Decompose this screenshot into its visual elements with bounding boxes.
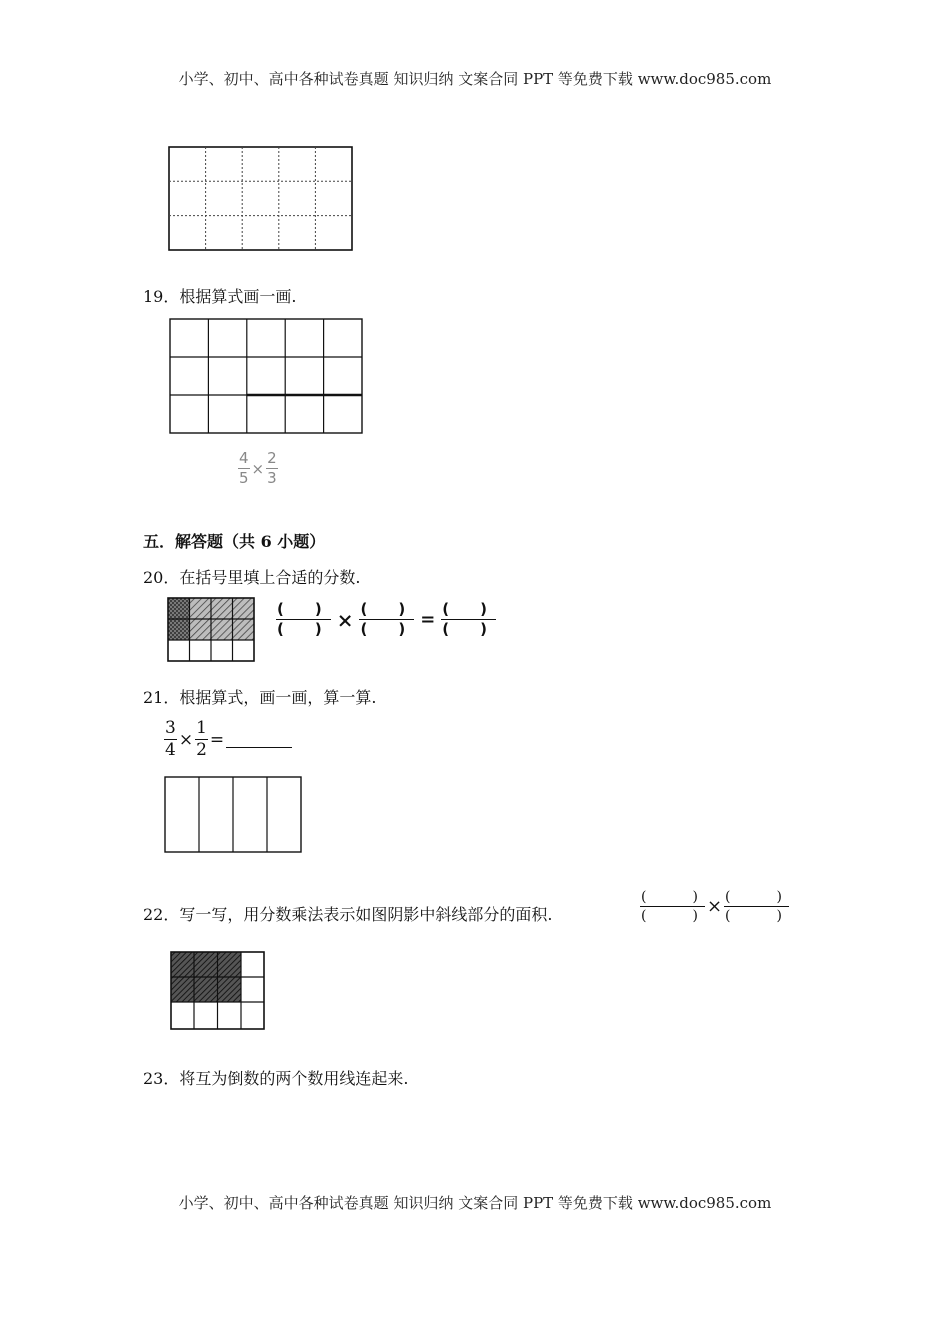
fraction-2-3 [266, 451, 278, 486]
numerator-blank: ( ) [442, 600, 496, 618]
question-21-expression [164, 720, 292, 759]
fraction-1-2 [195, 720, 208, 759]
numerator: 1 [196, 718, 207, 738]
numerator-blank: ( ) [360, 600, 414, 618]
denominator: 3 [267, 469, 277, 487]
answer-fraction-1 [640, 890, 705, 923]
question-22-text: 22．写一写，用分数乘法表示如图阴影中斜线部分的面积. [143, 905, 553, 924]
equals-sign: = [209, 729, 225, 750]
fraction-3-4 [164, 720, 177, 759]
answer-fraction-3 [441, 602, 496, 637]
numerator: 4 [239, 449, 249, 467]
question-23-text: 23．将互为倒数的两个数用线连起来. [143, 1069, 409, 1088]
times-sign: × [251, 459, 265, 478]
answer-fraction-2 [724, 890, 789, 923]
numerator-blank: ( ) [277, 600, 330, 618]
question-19-expression [238, 451, 278, 486]
denominator: 5 [239, 469, 249, 487]
equals-sign: = [420, 609, 436, 630]
question-21-rectangle [164, 776, 303, 854]
denominator-blank: ( ) [277, 620, 330, 638]
denominator: 2 [196, 740, 207, 760]
numerator-blank: ( ) [641, 889, 704, 905]
question-20-answer [276, 602, 496, 637]
denominator-blank: ( ) [641, 908, 704, 924]
question-19-text: 19．根据算式画一画. [143, 287, 297, 306]
question-21-text: 21．根据算式，画一画，算一算. [143, 688, 377, 707]
denominator-blank: ( ) [360, 620, 414, 638]
answer-blank[interactable] [226, 746, 292, 748]
dotted-grid-figure [168, 146, 354, 252]
question-20-grid [167, 597, 255, 663]
times-sign: × [178, 729, 194, 750]
denominator-blank: ( ) [725, 908, 788, 924]
numerator-blank: ( ) [725, 889, 788, 905]
denominator: 4 [165, 740, 176, 760]
question-22-grid [170, 951, 266, 1031]
question-22-answer [640, 890, 789, 923]
numerator: 3 [165, 718, 176, 738]
answer-fraction-2 [359, 602, 414, 637]
denominator-blank: ( ) [442, 620, 496, 638]
times-sign: × [336, 607, 354, 632]
numerator: 2 [267, 449, 277, 467]
page-header: 小学、初中、高中各种试卷真题 知识归纳 文案合同 PPT 等免费下载 www.doc985.com [178, 70, 772, 88]
page-footer: 小学、初中、高中各种试卷真题 知识归纳 文案合同 PPT 等免费下载 www.doc985.com [178, 1194, 772, 1212]
fraction-4-5 [238, 451, 250, 486]
section-5-title: 五．解答题（共 6 小题） [143, 532, 326, 551]
question-19-grid [169, 318, 364, 435]
question-20-text: 20．在括号里填上合适的分数. [143, 568, 361, 587]
answer-fraction-1 [276, 602, 331, 637]
times-sign: × [706, 896, 723, 917]
